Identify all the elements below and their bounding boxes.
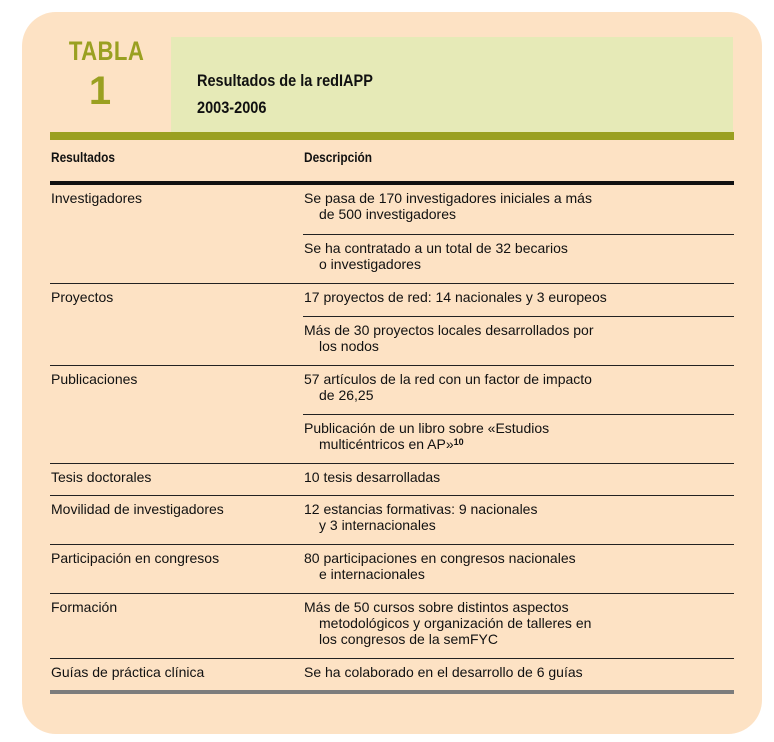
description-line: Se ha contratado a un total de 32 becarios <box>304 240 568 256</box>
row-description <box>304 501 537 533</box>
description-line: 57 artículos de la red con un factor de impacto <box>304 371 592 387</box>
description-line: 10 tesis desarrolladas <box>304 469 441 485</box>
description-line: metodológicos y organización de talleres en <box>319 615 592 631</box>
description-line: Más de 30 proyectos locales desarrollados por <box>304 322 594 338</box>
description-line: y 3 internacionales <box>319 517 436 533</box>
table-label <box>62 36 145 113</box>
row-description <box>304 289 607 305</box>
description-line: de 26,25 <box>319 387 374 403</box>
description-line: e internacionales <box>319 566 425 582</box>
description-line: 12 estancias formativas: 9 nacionales <box>304 501 538 517</box>
row-category: Formación <box>51 599 118 615</box>
row-category: Tesis doctorales <box>51 469 152 485</box>
header-rule <box>50 181 734 185</box>
column-header-results: Resultados <box>51 150 116 165</box>
reference-superscript: 10 <box>453 437 464 447</box>
row-divider <box>50 593 734 594</box>
row-divider <box>50 283 734 284</box>
description-line: los congresos de la semFYC <box>319 631 498 647</box>
row-divider <box>50 365 734 366</box>
table-bottom-rule <box>50 690 734 694</box>
row-description <box>304 550 576 582</box>
description-line: los nodos <box>319 338 379 354</box>
row-category: Guías de práctica clínica <box>51 664 205 680</box>
table-label-word: TABLA <box>68 36 145 66</box>
row-divider <box>50 463 734 464</box>
table-title <box>197 68 373 122</box>
row-category: Participación en congresos <box>51 550 220 566</box>
description-line: o investigadores <box>319 256 421 272</box>
row-divider <box>303 414 734 415</box>
column-header-description: Descripción <box>304 150 373 165</box>
row-description <box>304 371 592 403</box>
row-divider <box>50 544 734 545</box>
row-category: Proyectos <box>51 289 114 305</box>
row-description <box>304 469 440 485</box>
row-description <box>304 240 568 272</box>
row-category: Movilidad de investigadores <box>51 501 224 517</box>
description-line: Publicación de un libro sobre «Estudios <box>304 420 550 436</box>
description-line: Se pasa de 170 investigadores iniciales a más <box>304 190 592 206</box>
table-number: 1 <box>88 69 112 113</box>
row-divider <box>50 658 734 659</box>
row-divider <box>50 495 734 496</box>
row-category: Investigadores <box>51 190 143 206</box>
row-description <box>304 664 583 680</box>
table-title-line1: Resultados de la redIAPP <box>197 72 373 90</box>
title-underline-band <box>50 132 734 140</box>
description-line: de 500 investigadores <box>319 206 456 222</box>
row-description <box>304 420 549 452</box>
row-divider <box>303 316 734 317</box>
description-line-with-reference <box>304 436 549 452</box>
row-description <box>304 190 592 222</box>
description-line: multicéntricos en AP» <box>319 436 454 452</box>
description-line: Se ha colaborado en el desarrollo de 6 guías <box>304 664 583 680</box>
row-description <box>304 322 594 354</box>
table-title-line2: 2003-2006 <box>197 99 267 117</box>
row-divider <box>303 234 734 235</box>
description-line: 17 proyectos de red: 14 nacionales y 3 europeos <box>304 289 607 305</box>
description-line: 80 participaciones en congresos nacionales <box>304 550 576 566</box>
row-description <box>304 599 591 647</box>
row-category: Publicaciones <box>51 371 138 387</box>
description-line: Más de 50 cursos sobre distintos aspectos <box>304 599 569 615</box>
